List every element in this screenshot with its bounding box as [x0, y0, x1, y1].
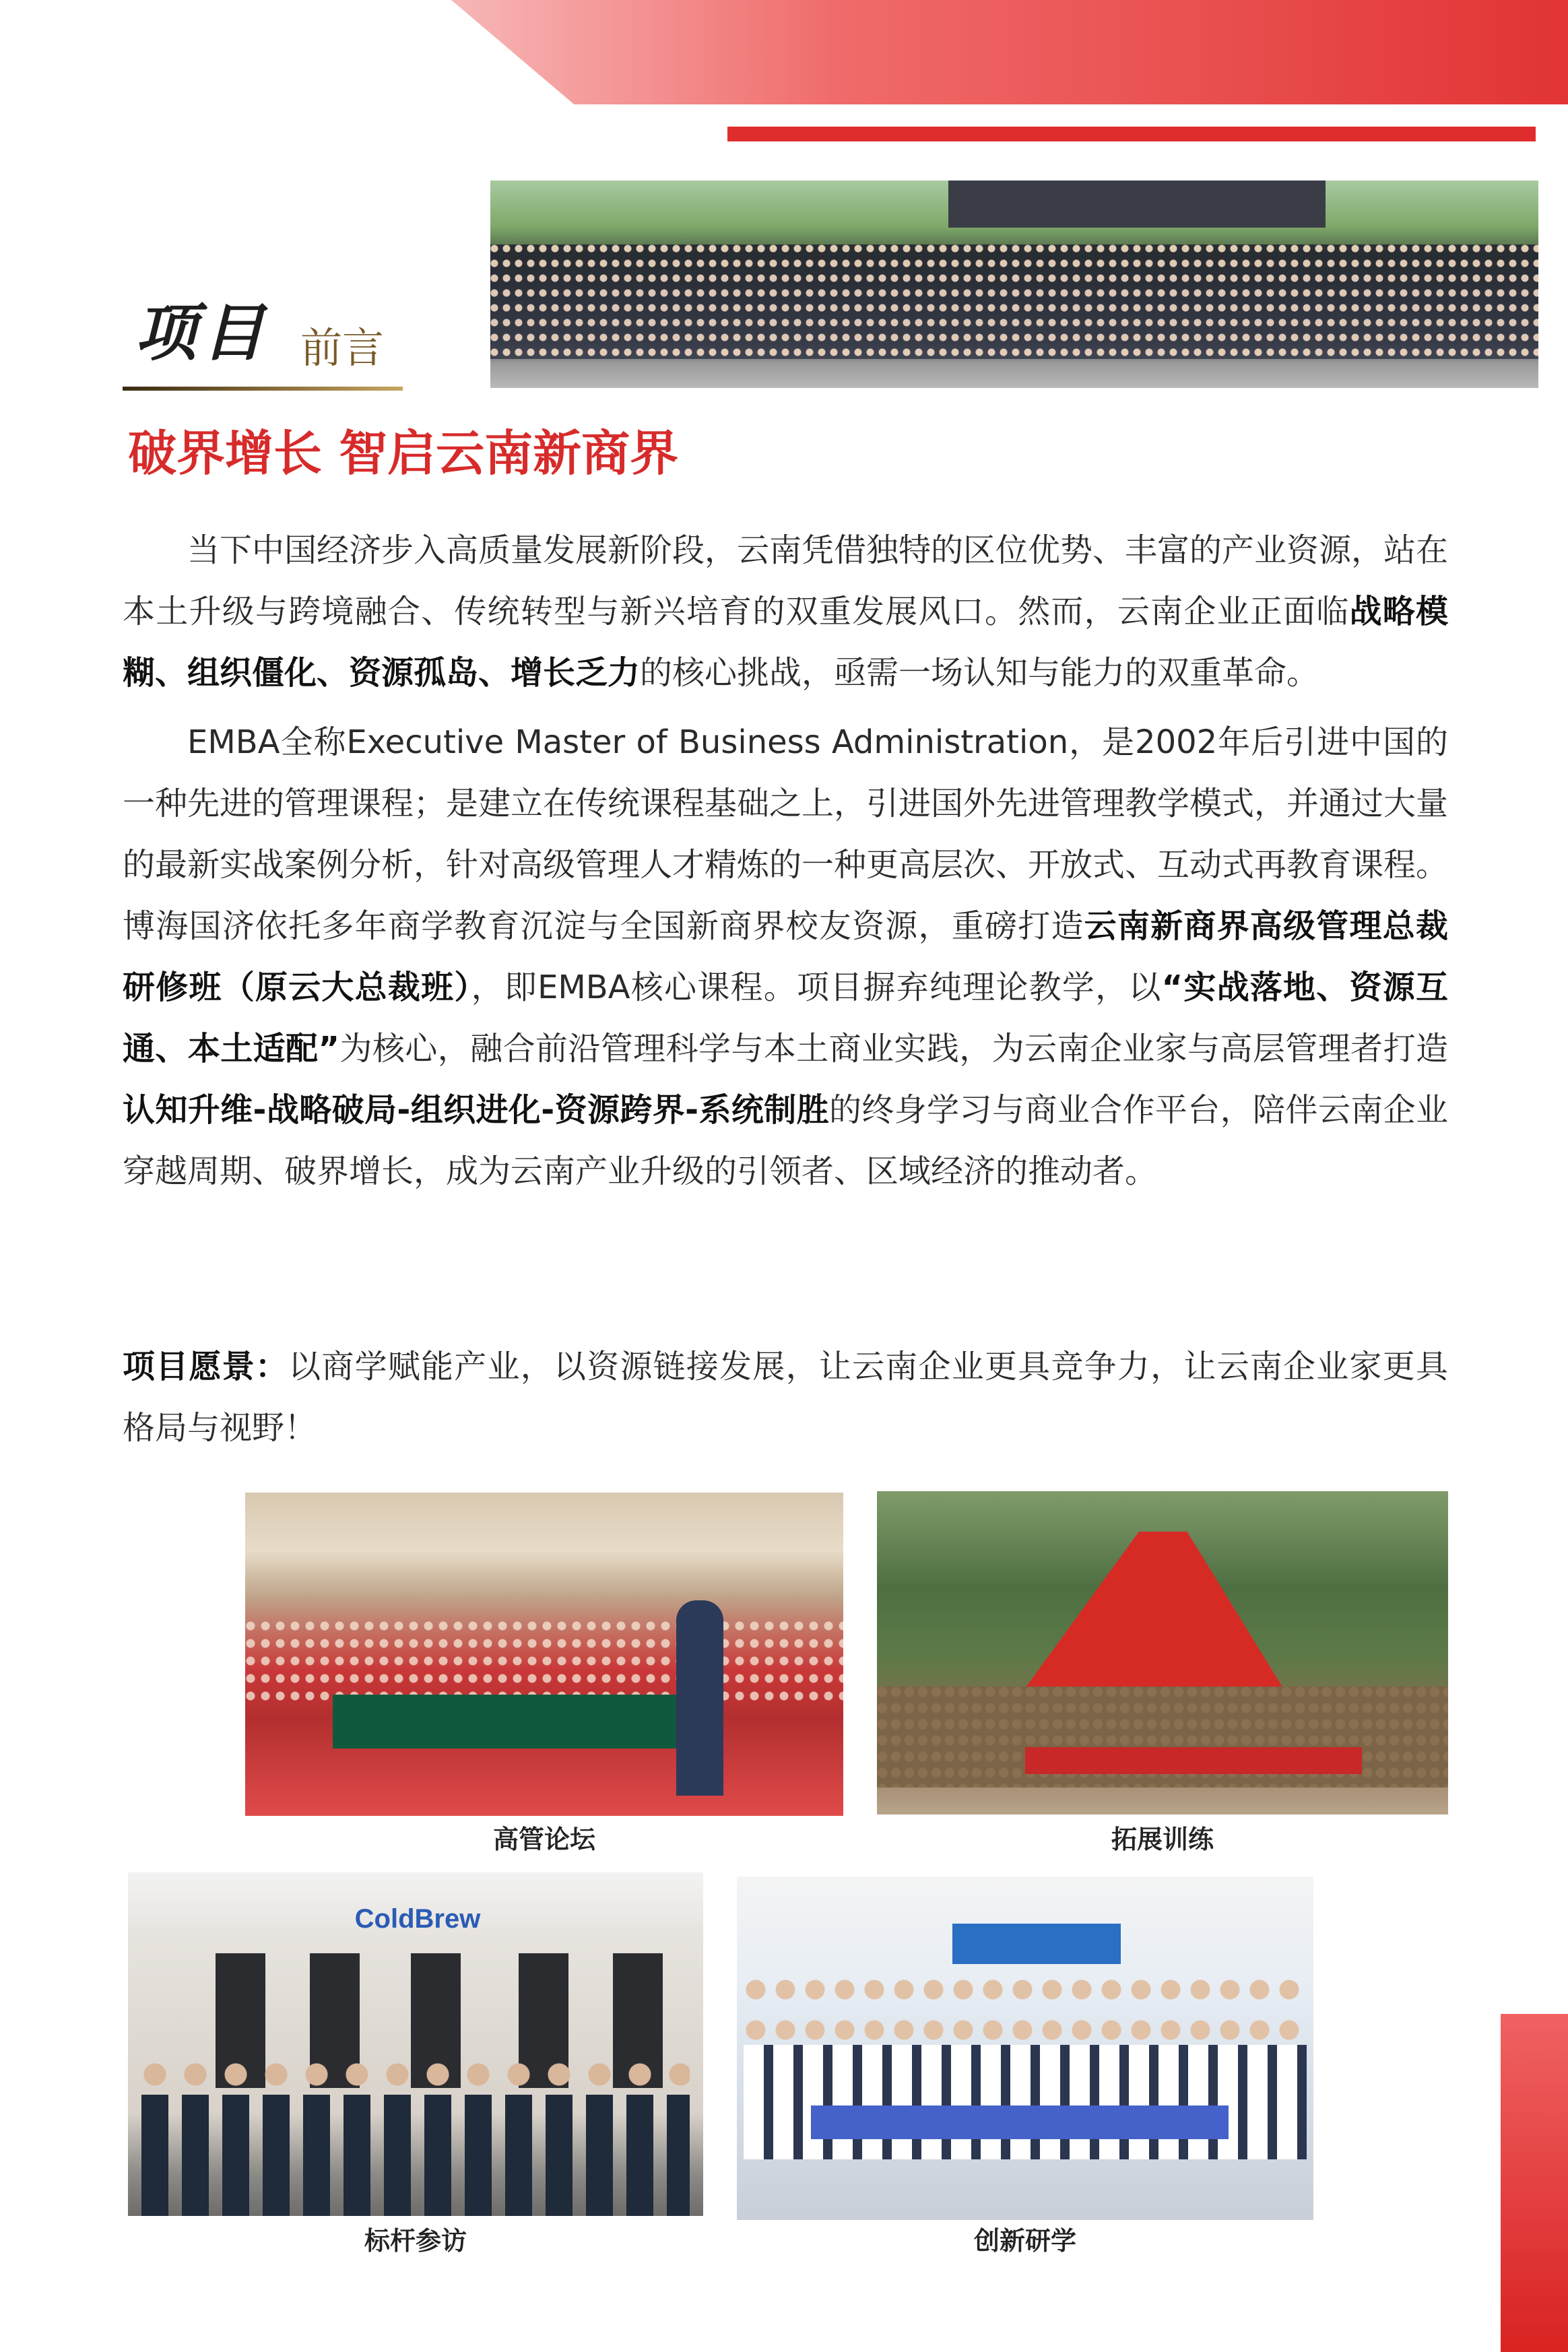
- photo-innovation-study: [737, 1876, 1313, 2220]
- caption-benchmark-visit: 标杆参访: [364, 2226, 467, 2256]
- heading-underline: [123, 387, 403, 391]
- intro-body: [123, 520, 1448, 1202]
- core-principle-highlight: “实战落地、资源互通、本土适配”: [123, 969, 1448, 1068]
- challenge-highlight: 战略模糊、组织僵化、资源孤岛、增长乏力: [123, 593, 1448, 692]
- photo-outdoor-training: [877, 1491, 1448, 1815]
- vision-label: 项目愿景：: [123, 1348, 289, 1385]
- vision-text: 以商学赋能产业，以资源链接发展，让云南企业更具竞争力，让云南企业家更具格局与视野！: [123, 1348, 1448, 1447]
- hero-group-photo: [490, 181, 1538, 388]
- coldbrew-logo: [323, 1902, 512, 1936]
- project-vision: [123, 1336, 1448, 1459]
- top-red-stripe: [727, 127, 1536, 141]
- page-title: 破界增长 智启云南新商界: [128, 425, 679, 482]
- intro-paragraph-2: EMBA全称Executive Master of Business Administration，是2002年后引进中国的一种先进的管理课程；是建立在传统课程基础之上，引进国外先进管理教学模式，并通过大量的最新实战案例分析，针对高级管理人才精炼的一种更高层次、开放式、互动式再教育课程。博海国济依托多年商学教育沉淀与全国新商界校友资源，重磅打造云南新商界高级管理总裁研修班（原云大总裁班），即EMBA核心课程。项目摒弃纯理论教学，以“实战落地、资源互通、本土适配”为核心，融合前沿管理科学与本土商业实践，为云南企业家与高层管理者打造认知升维-战略破局-组织进化-资源跨界-系统制胜的终身学习与商业合作平台，陪伴云南企业穿越周期、破界增长，成为云南产业升级的引领者、区域经济的推动者。: [123, 723, 1449, 1190]
- photo-executive-forum: [245, 1493, 843, 1816]
- intro-paragraph-1: 当下中国经济步入高质量发展新阶段，云南凭借独特的区位优势、丰富的产业资源，站在本土升级与跨境融合、传统转型与新兴培育的双重发展风口。然而，云南企业正面临战略模糊、组织僵化、资源孤岛、增长乏力的核心挑战，亟需一场认知与能力的双重革命。: [123, 531, 1449, 692]
- photo-benchmark-visit: [128, 1872, 703, 2216]
- caption-outdoor-training: 拓展训练: [1111, 1825, 1214, 1854]
- section-heading-main: 项目: [135, 296, 270, 369]
- hero-crowd: [490, 244, 1538, 359]
- top-red-banner: [451, 0, 1568, 104]
- section-heading-sub: 前言: [300, 323, 385, 372]
- growth-path-highlight: 认知升维-战略破局-组织进化-资源跨界-系统制胜: [123, 1091, 829, 1129]
- caption-innovation-study: 创新研学: [973, 2226, 1076, 2256]
- right-red-bar: [1501, 2014, 1568, 2352]
- svg-text:ColdBrew: ColdBrew: [354, 1904, 481, 1934]
- program-name-highlight: 云南新商界高级管理总裁研修班（原云大总裁班）: [123, 907, 1448, 1006]
- caption-executive-forum: 高管论坛: [492, 1825, 595, 1854]
- hero-building: [948, 181, 1326, 228]
